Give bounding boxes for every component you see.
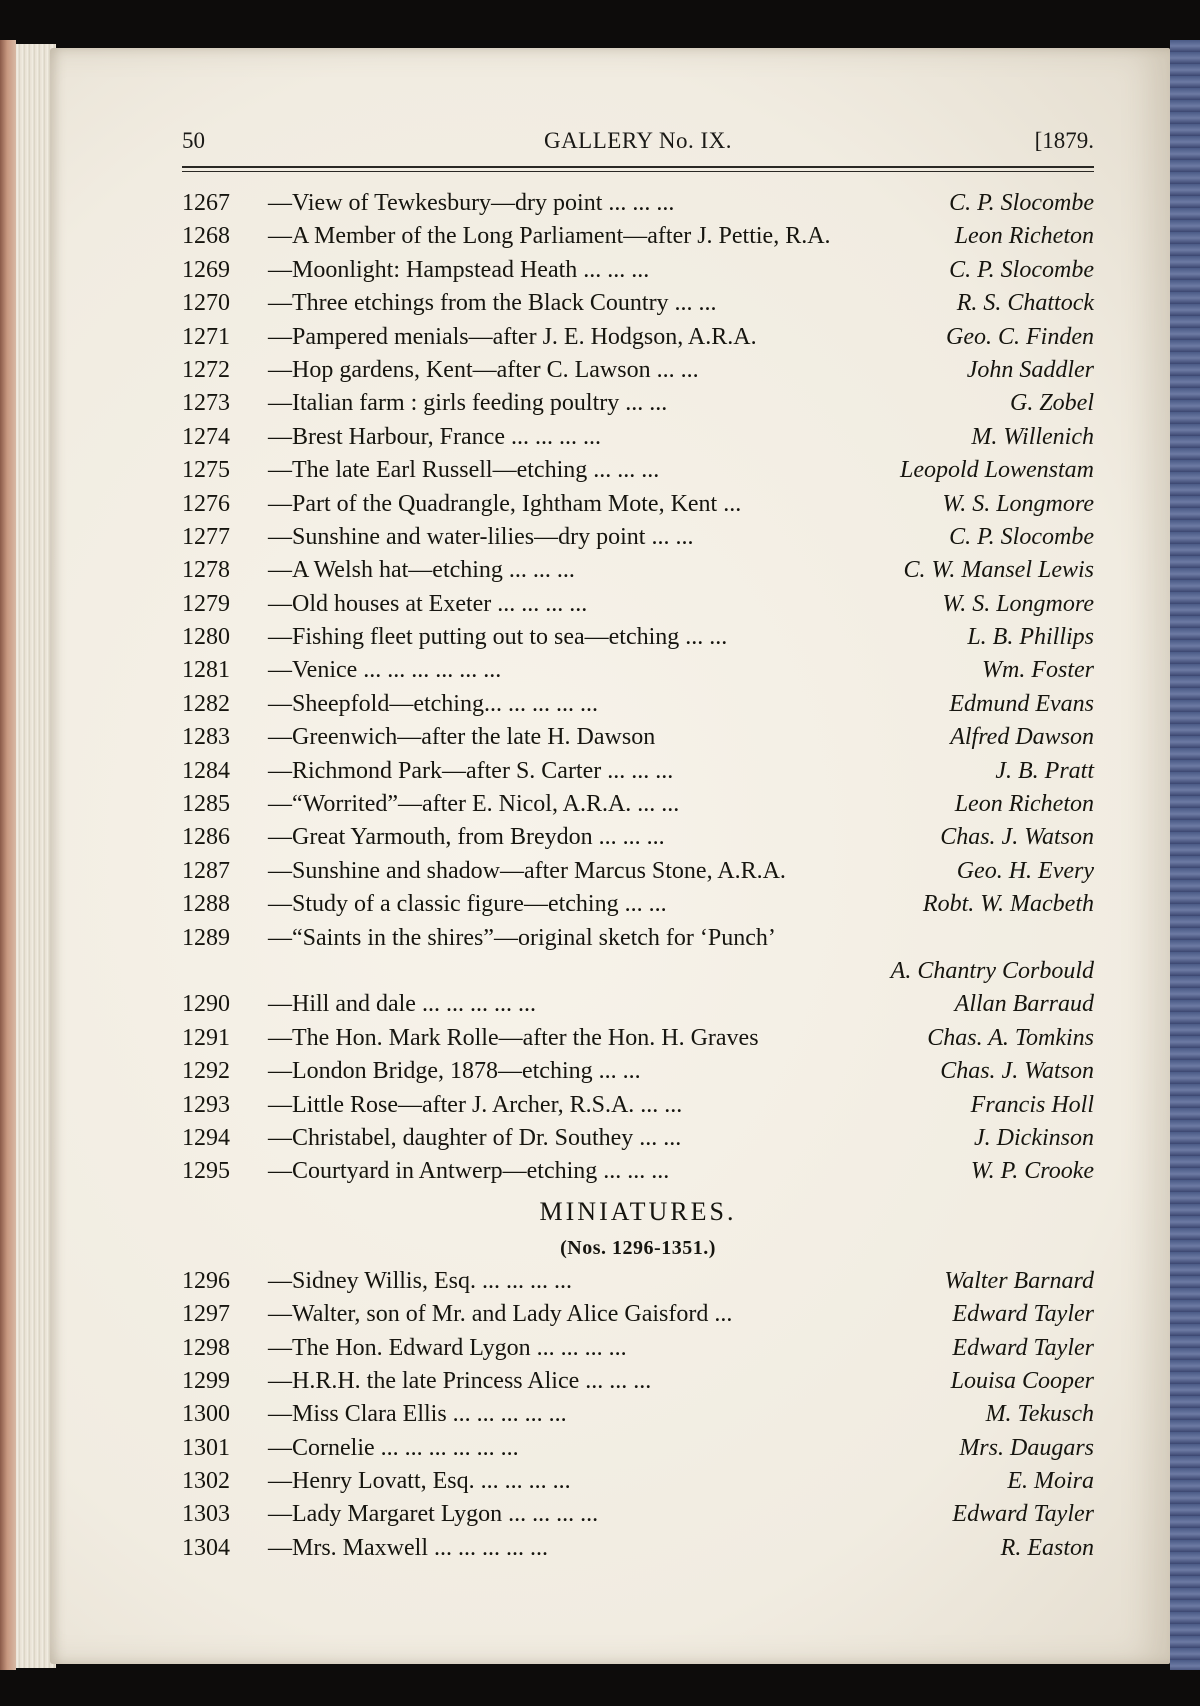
entry-title: —Sunshine and shadow—after Marcus Stone, A.R.A. bbox=[268, 857, 786, 884]
entry-title: —Walter, son of Mr. and Lady Alice Gaisford ... bbox=[268, 1301, 733, 1328]
catalogue-entry bbox=[182, 1265, 1094, 1298]
entry-number: 1293 bbox=[182, 1091, 230, 1118]
catalogue-entry bbox=[182, 1532, 1094, 1565]
entry-number: 1294 bbox=[182, 1124, 230, 1151]
entry-title: —A Member of the Long Parliament—after J. Pettie, R.A. bbox=[268, 223, 831, 250]
entry-title: —View of Tewkesbury—dry point ... ... ... bbox=[268, 190, 675, 216]
entry-title: —The Hon. Mark Rolle—after the Hon. H. Graves bbox=[268, 1024, 759, 1051]
entry-artist: E. Moira bbox=[1007, 1468, 1094, 1495]
entry-artist: A. Chantry Corbould bbox=[890, 957, 1094, 984]
entry-number: 1304 bbox=[182, 1534, 230, 1561]
entry-number: 1282 bbox=[182, 690, 230, 717]
entry-title: —Sidney Willis, Esq. ... ... ... ... bbox=[268, 1267, 572, 1294]
catalogue-entry bbox=[182, 421, 1094, 454]
entry-number: 1272 bbox=[182, 356, 230, 383]
entry-title: —Richmond Park—after S. Carter ... ... ... bbox=[268, 757, 674, 784]
entry-number: 1295 bbox=[182, 1158, 230, 1185]
catalogue-entry bbox=[182, 1298, 1094, 1331]
entry-title: —The late Earl Russell—etching ... ... ... bbox=[268, 457, 660, 484]
entry-artist: C. W. Mansel Lewis bbox=[903, 557, 1094, 584]
catalogue-entry bbox=[182, 888, 1094, 921]
catalogue-list bbox=[182, 187, 1094, 1565]
entry-number: 1278 bbox=[182, 557, 230, 584]
entry-number: 1275 bbox=[182, 457, 230, 484]
entry-title: —The Hon. Edward Lygon ... ... ... ... bbox=[268, 1334, 627, 1361]
entry-number: 1299 bbox=[182, 1367, 230, 1394]
entry-title: —Cornelie ... ... ... ... ... ... bbox=[268, 1434, 519, 1461]
catalogue-entry bbox=[182, 387, 1094, 420]
catalogue-entry bbox=[182, 354, 1094, 387]
entry-number: 1268 bbox=[182, 223, 230, 250]
entry-number: 1276 bbox=[182, 490, 230, 517]
book-binding-left bbox=[0, 40, 16, 1670]
page-header bbox=[182, 118, 1094, 158]
entry-artist: Chas. J. Watson bbox=[940, 824, 1094, 851]
catalogue-entry bbox=[182, 1365, 1094, 1398]
page-number: 50 bbox=[182, 128, 205, 153]
entry-number: 1273 bbox=[182, 390, 230, 417]
entry-artist: John Saddler bbox=[966, 356, 1094, 383]
entry-number: 1277 bbox=[182, 523, 230, 550]
catalogue-entry bbox=[182, 1155, 1094, 1188]
entries-group-a bbox=[182, 187, 1094, 955]
entry-title: —London Bridge, 1878—etching ... ... bbox=[268, 1058, 641, 1085]
entry-title: —Sunshine and water-lilies—dry point ... ... bbox=[268, 523, 694, 550]
entry-title: —Mrs. Maxwell ... ... ... ... ... bbox=[268, 1534, 548, 1561]
entry-artist: Chas. A. Tomkins bbox=[927, 1024, 1094, 1051]
catalogue-entry bbox=[182, 821, 1094, 854]
entry-title: —Hop gardens, Kent—after C. Lawson ... ... bbox=[268, 356, 699, 383]
entry-artist: Geo. H. Every bbox=[956, 857, 1094, 884]
entry-artist: Edward Tayler bbox=[952, 1301, 1094, 1328]
entry-number: 1274 bbox=[182, 423, 230, 450]
entry-title: —Great Yarmouth, from Breydon ... ... ... bbox=[268, 824, 665, 851]
entry-artist: Alfred Dawson bbox=[950, 724, 1094, 751]
catalogue-entry bbox=[182, 454, 1094, 487]
catalogue-entry bbox=[182, 321, 1094, 354]
catalogue-entry bbox=[182, 187, 1094, 220]
catalogue-entry bbox=[182, 988, 1094, 1021]
entry-artist: Francis Holl bbox=[970, 1091, 1094, 1118]
entry-number: 1286 bbox=[182, 824, 230, 851]
entry-title: —Moonlight: Hampstead Heath ... ... ... bbox=[268, 256, 650, 283]
gallery-title: GALLERY No. IX. bbox=[543, 128, 733, 153]
entry-artist: C. P. Slocombe bbox=[949, 190, 1094, 216]
header-rule bbox=[182, 166, 1094, 172]
entry-artist: J. B. Pratt bbox=[995, 757, 1094, 784]
entry-artist: Leon Richeton bbox=[954, 223, 1094, 250]
catalogue-entry bbox=[182, 1022, 1094, 1055]
entry-title: —Study of a classic figure—etching ... ... bbox=[268, 891, 667, 918]
entry-artist: G. Zobel bbox=[1010, 390, 1094, 417]
catalogue-entry bbox=[182, 287, 1094, 320]
entry-title: —Greenwich—after the late H. Dawson bbox=[268, 724, 656, 751]
catalogue-entry bbox=[182, 788, 1094, 821]
entry-artist: C. P. Slocombe bbox=[949, 256, 1094, 283]
catalogue-entry bbox=[182, 621, 1094, 654]
catalogue-entry bbox=[182, 654, 1094, 687]
entry-artist: Allan Barraud bbox=[954, 991, 1094, 1018]
entry-title: —Italian farm : girls feeding poultry ... ... bbox=[268, 390, 668, 417]
catalogue-entry bbox=[182, 554, 1094, 587]
entry-artist: W. S. Longmore bbox=[942, 490, 1094, 517]
entry-artist: R. Easton bbox=[1000, 1534, 1094, 1561]
entry-number: 1289 bbox=[182, 924, 230, 951]
entry-title: —“Saints in the shires”—original sketch for ‘Punch’ bbox=[268, 924, 776, 951]
entry-artist: L. B. Phillips bbox=[967, 624, 1094, 651]
entries-group-c bbox=[182, 1265, 1094, 1566]
entry-number: 1280 bbox=[182, 624, 230, 651]
entry-artist: M. Tekusch bbox=[985, 1401, 1094, 1428]
entry-number: 1287 bbox=[182, 857, 230, 884]
entry-number: 1298 bbox=[182, 1334, 230, 1361]
entry-number: 1303 bbox=[182, 1501, 230, 1528]
entry-number: 1269 bbox=[182, 256, 230, 283]
entry-title: —Venice ... ... ... ... ... ... bbox=[268, 657, 502, 684]
entry-number: 1296 bbox=[182, 1267, 230, 1294]
entry-number: 1281 bbox=[182, 657, 230, 684]
entry-number: 1267 bbox=[182, 190, 230, 216]
section-subtitle: (Nos. 1296-1351.) bbox=[560, 1236, 716, 1259]
book-binding-right bbox=[1170, 40, 1200, 1670]
entry-title: —H.R.H. the late Princess Alice ... ... ... bbox=[268, 1367, 652, 1394]
entry-artist: Wm. Foster bbox=[982, 657, 1094, 684]
entry-title: —Old houses at Exeter ... ... ... ... bbox=[268, 590, 588, 617]
entry-title: —Henry Lovatt, Esq. ... ... ... ... bbox=[268, 1468, 571, 1495]
entry-title: —A Welsh hat—etching ... ... ... bbox=[268, 557, 575, 584]
entry-number: 1297 bbox=[182, 1301, 230, 1328]
entry-artist: C. P. Slocombe bbox=[949, 523, 1094, 550]
entry-number: 1270 bbox=[182, 290, 230, 317]
entry-number: 1290 bbox=[182, 991, 230, 1018]
section-title: MINIATURES. bbox=[539, 1196, 737, 1226]
catalogue-entry bbox=[182, 855, 1094, 888]
entry-1289-artist-line bbox=[182, 955, 1094, 988]
catalogue-entry bbox=[182, 922, 1094, 955]
entry-number: 1300 bbox=[182, 1401, 230, 1428]
entry-title: —Brest Harbour, France ... ... ... ... bbox=[268, 423, 601, 450]
entry-number: 1283 bbox=[182, 724, 230, 751]
entry-artist: Edmund Evans bbox=[949, 690, 1094, 717]
catalogue-entry bbox=[182, 1398, 1094, 1431]
entry-artist: W. S. Longmore bbox=[942, 590, 1094, 617]
entry-artist: Leon Richeton bbox=[954, 791, 1094, 818]
entry-number: 1292 bbox=[182, 1058, 230, 1085]
entry-artist: J. Dickinson bbox=[974, 1124, 1094, 1151]
entry-title: —Miss Clara Ellis ... ... ... ... ... bbox=[268, 1401, 567, 1428]
entry-title: —Sheepfold—etching... ... ... ... ... bbox=[268, 690, 598, 717]
catalogue-entry bbox=[182, 1122, 1094, 1155]
entry-artist: Edward Tayler bbox=[952, 1501, 1094, 1528]
entry-number: 1302 bbox=[182, 1468, 230, 1495]
catalogue-entry bbox=[182, 521, 1094, 554]
entry-number: 1291 bbox=[182, 1024, 230, 1051]
catalogue-entry bbox=[182, 1432, 1094, 1465]
entry-artist: Robt. W. Macbeth bbox=[922, 891, 1094, 918]
catalogue-entry bbox=[182, 1498, 1094, 1531]
entry-title: —Part of the Quadrangle, Ightham Mote, Kent ... bbox=[268, 490, 742, 517]
entry-artist: Geo. C. Finden bbox=[946, 323, 1094, 350]
entry-title: —“Worrited”—after E. Nicol, A.R.A. ... ... bbox=[268, 791, 680, 818]
catalogue-entry bbox=[182, 721, 1094, 754]
catalogue-entry bbox=[182, 488, 1094, 521]
entry-number: 1301 bbox=[182, 1434, 230, 1461]
catalogue-year: [1879. bbox=[1034, 128, 1094, 153]
catalogue-entry bbox=[182, 755, 1094, 788]
entry-artist: R. S. Chattock bbox=[956, 290, 1094, 317]
entry-artist: Mrs. Daugars bbox=[959, 1434, 1094, 1461]
catalogue-entry bbox=[182, 254, 1094, 287]
entry-title: —Fishing fleet putting out to sea—etching ... ... bbox=[268, 624, 728, 651]
entry-number: 1285 bbox=[182, 791, 230, 818]
entry-number: 1284 bbox=[182, 757, 230, 784]
catalogue-entry bbox=[182, 1465, 1094, 1498]
entry-artist: Edward Tayler bbox=[952, 1334, 1094, 1361]
catalogue-entry bbox=[182, 1332, 1094, 1365]
entry-title: —Pampered menials—after J. E. Hodgson, A.R.A. bbox=[268, 323, 757, 350]
entry-artist: Leopold Lowenstam bbox=[899, 457, 1094, 484]
entry-artist: Louisa Cooper bbox=[950, 1367, 1094, 1394]
entries-group-b bbox=[182, 988, 1094, 1188]
entry-artist: Walter Barnard bbox=[944, 1267, 1094, 1294]
entry-title: —Little Rose—after J. Archer, R.S.A. ... ... bbox=[268, 1091, 683, 1118]
entry-title: —Lady Margaret Lygon ... ... ... ... bbox=[268, 1501, 599, 1528]
entry-number: 1288 bbox=[182, 891, 230, 918]
entry-title: —Christabel, daughter of Dr. Southey ... ... bbox=[268, 1124, 682, 1151]
entry-number: 1279 bbox=[182, 590, 230, 617]
catalogue-entry bbox=[182, 588, 1094, 621]
entry-title: —Courtyard in Antwerp—etching ... ... ... bbox=[268, 1158, 670, 1185]
entry-title: —Hill and dale ... ... ... ... ... bbox=[268, 991, 536, 1018]
catalogue-entry bbox=[182, 1055, 1094, 1088]
catalogue-entry bbox=[182, 688, 1094, 721]
entry-title: —Three etchings from the Black Country ... ... bbox=[268, 290, 717, 317]
entry-number: 1271 bbox=[182, 323, 230, 350]
entry-artist: W. P. Crooke bbox=[970, 1158, 1094, 1185]
catalogue-entry bbox=[182, 1089, 1094, 1122]
catalogue-entry bbox=[182, 220, 1094, 253]
entry-artist: Chas. J. Watson bbox=[940, 1058, 1094, 1085]
entry-artist: M. Willenich bbox=[971, 423, 1094, 450]
